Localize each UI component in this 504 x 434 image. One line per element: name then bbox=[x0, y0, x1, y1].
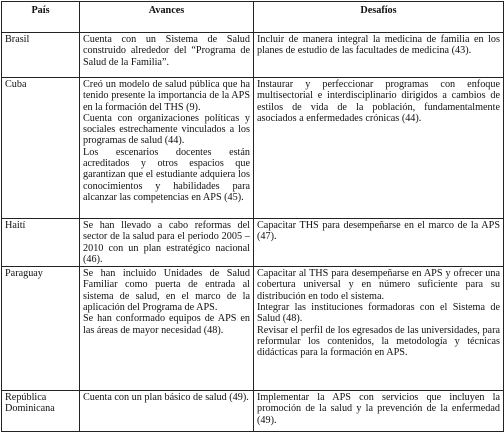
desafios-cell bbox=[254, 391, 504, 432]
desafio-text: Implementar la APS con servicios que incluyen la promoción de la salud y la prevención de la enfermedad (49). bbox=[257, 392, 500, 426]
avance-text: Cuenta con un plan básico de salud (49). bbox=[83, 392, 249, 404]
country-cell: Haití bbox=[2, 219, 80, 267]
table-row bbox=[2, 391, 504, 432]
desafio-text: Incluir de manera integral la medicina de familia en los planes de estudio de las facultades de medicina (43). bbox=[257, 34, 500, 57]
avances-cell bbox=[80, 33, 254, 78]
header-row bbox=[2, 2, 504, 33]
avance-text: Creó un modelo de salud pública que ha tenido presente la importancia de la APS en la formación del THS (9). bbox=[83, 79, 250, 113]
avances-cell bbox=[80, 391, 254, 432]
desafios-cell bbox=[254, 33, 504, 78]
desafios-cell bbox=[254, 219, 504, 267]
avance-text: Cuenta con organizaciones políticas y sociales estrechamente vinculados a los programas de salud (44). bbox=[83, 112, 250, 147]
desafio-text: Instaurar y perfeccionar programas con enfoque multisectorial e interdisciplinario dirigidos a cambios de estilos de vida de la población, fundamentalmente asociados a enfermedades crónicas (44). bbox=[257, 79, 500, 124]
country-cell: Cuba bbox=[2, 78, 80, 219]
countries-table bbox=[1, 1, 504, 432]
desafios-cell bbox=[254, 78, 504, 219]
avance-text: Cuenta con un Sistema de Salud construido alrededor del “Programa de Salud de la Familia”. bbox=[83, 34, 250, 68]
avances-cell bbox=[80, 219, 254, 267]
table-row bbox=[2, 219, 504, 267]
header-avances: Avances bbox=[80, 2, 254, 33]
avances-cell bbox=[80, 78, 254, 219]
desafios-cell bbox=[254, 267, 504, 391]
avances-cell bbox=[80, 267, 254, 391]
desafio-text: Revisar el perfil de los egresados de las universidades, para reformular los contenidos, la metodología y técnicas didácticas para la formación en APS. bbox=[257, 324, 500, 359]
header-pais: País bbox=[2, 2, 80, 33]
country-cell: Paraguay bbox=[2, 267, 80, 391]
avance-text: Se han incluido Unidades de Salud Familiar como puerta de entrada al sistema de salud, en el marco de la aplicación del Programa de APS. bbox=[83, 268, 250, 314]
avance-text: Los escenarios docentes están acreditados y otros espacios que garantizan que el estudiante adquiera los conocimientos y habilidades para alcanzar las competencias en APS (45). bbox=[83, 146, 250, 203]
desafio-text: Capacitar al THS para desempeñarse en APS y ofrecer una cobertura universal y en número suficiente para su distribución en todo el sistema. bbox=[257, 268, 500, 302]
table-row bbox=[2, 33, 504, 78]
desafio-text: Capacitar THS para desempeñarse en el marco de la APS (47). bbox=[257, 220, 500, 243]
avance-text: Se han conformado equipos de APS en las áreas de mayor necesidad (48). bbox=[83, 313, 250, 336]
table-row bbox=[2, 78, 504, 219]
country-cell: Brasil bbox=[2, 33, 80, 78]
desafio-text: Integrar las instituciones formadoras con el Sistema de Salud (48). bbox=[257, 302, 500, 325]
country-cell: República Dominicana bbox=[2, 391, 80, 432]
table-row bbox=[2, 267, 504, 391]
header-desafios: Desafíos bbox=[254, 2, 504, 33]
avance-text: Se han llevado a cabo reformas del sector de la salud para el periodo 2005 – 2010 con un plan estratégico nacional (46). bbox=[83, 220, 250, 265]
